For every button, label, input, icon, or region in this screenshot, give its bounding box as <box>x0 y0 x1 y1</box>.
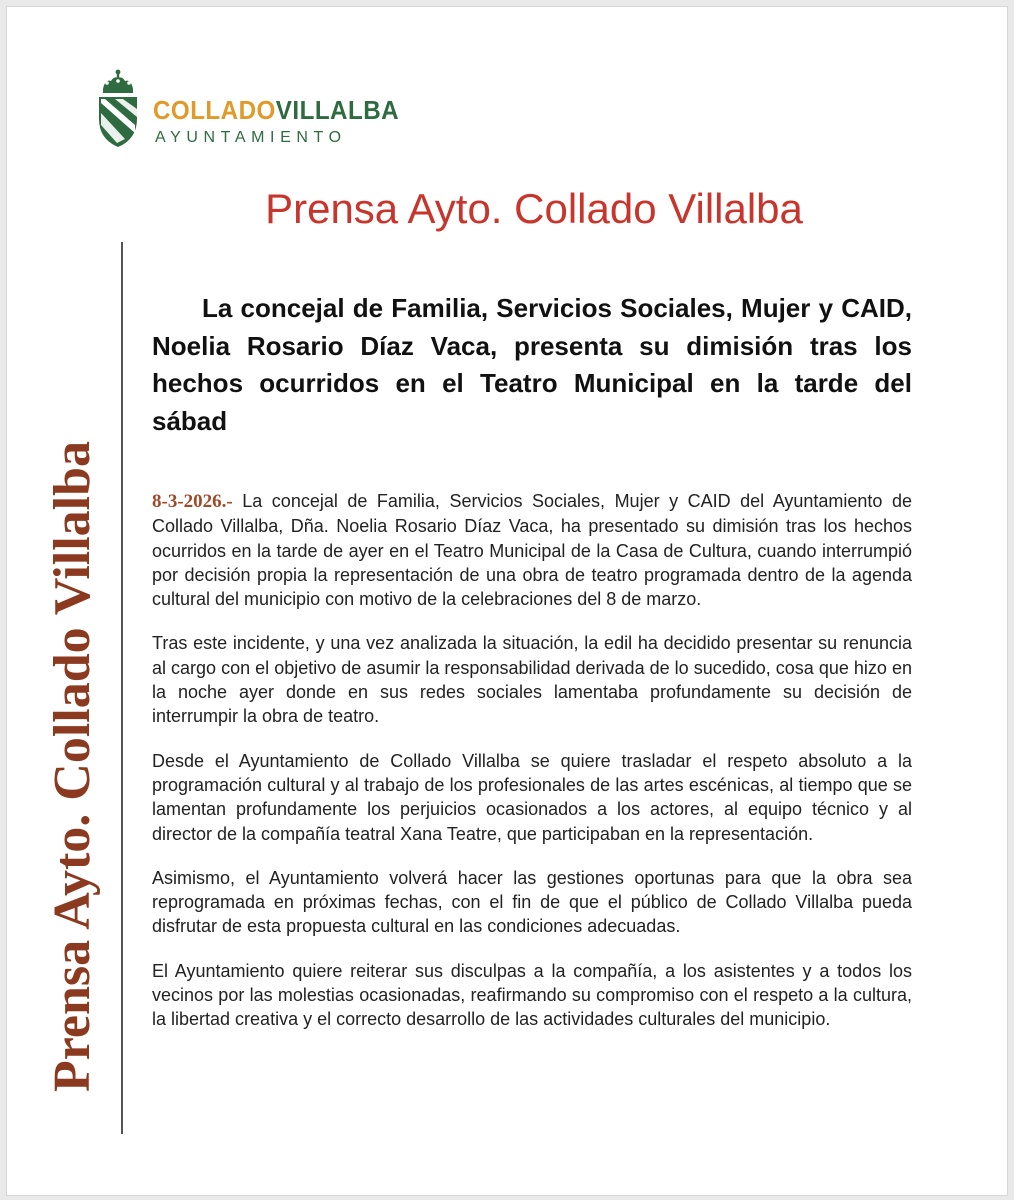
logo-brand-villalba: VILLALBA <box>275 95 400 125</box>
article-paragraph: Tras este incidente, y una vez analizada la situación, la edil ha decidido presentar su renuncia al cargo con el objetivo de asumir la responsabilidad derivada de lo sucedido, cosa que hizo en la noche ayer donde en sus redes sociales lamentaba profundamente su decisión de interrumpir la obra de teatro. <box>152 633 912 727</box>
article-headline: La concejal de Familia, Servicios Sociales, Mujer y CAID, Noelia Rosario Díaz Vaca, presenta su dimisión tras los hechos ocurridos en el Teatro Municipal en la tarde del sábad <box>152 293 912 436</box>
page-title: Prensa Ayto. Collado Villalba <box>265 185 803 232</box>
vertical-side-title: Prensa Ayto. Collado Villalba <box>44 440 101 1092</box>
article-paragraph <box>152 489 912 611</box>
municipality-logo <box>95 69 400 151</box>
article-paragraph: El Ayuntamiento quiere reiterar sus disculpas a la compañía, a los asistentes y a todos los vecinos por las molestias ocasionadas, reafirmando su compromiso con el respeto a la cultura, la libertad creativa y el correcto desarrollo de las actividades culturales del municipio. <box>152 960 912 1030</box>
logo-brand-collado: COLLADO <box>153 95 276 125</box>
logo-subtitle: AYUNTAMIENTO <box>155 129 347 146</box>
article-paragraph-text: La concejal de Familia, Servicios Sociales, Mujer y CAID del Ayuntamiento de Collado Villalba, Dña. Noelia Rosario Díaz Vaca, ha presentado su dimisión tras los hechos ocurridos en la tarde de ayer en el Teatro Municipal de la Casa de Cultura, cuando interrumpió por decisión propia la representación de una obra de teatro programada dentro de la agenda cultural del municipio con motivo de la celebraciones del 8 de marzo. <box>152 491 912 610</box>
article-paragraph: Asimismo, el Ayuntamiento volverá hacer las gestiones oportunas para que la obra sea reprogramada en próximas fechas, con el fin de que el público de Collado Villalba pueda disfrutar de esta propuesta cultural en las condiciones adecuadas. <box>152 867 912 937</box>
article-paragraph: Desde el Ayuntamiento de Collado Villalba se quiere trasladar el respeto absoluto a la programación cultural y al trabajo de los profesionales de las artes escénicas, al tiempo que se lamentan profundamente los perjuicios ocasionados a los actores, al equipo técnico y al director de la compañía teatral Xana Teatre, que participaban en la representación. <box>152 750 912 844</box>
press-release-page <box>6 6 1008 1196</box>
logo-brand-text <box>153 97 399 123</box>
article-date: 8-3-2026.- <box>152 491 233 512</box>
article-body <box>152 489 912 1052</box>
coat-of-arms-icon <box>95 69 141 149</box>
vertical-divider <box>121 242 123 1134</box>
